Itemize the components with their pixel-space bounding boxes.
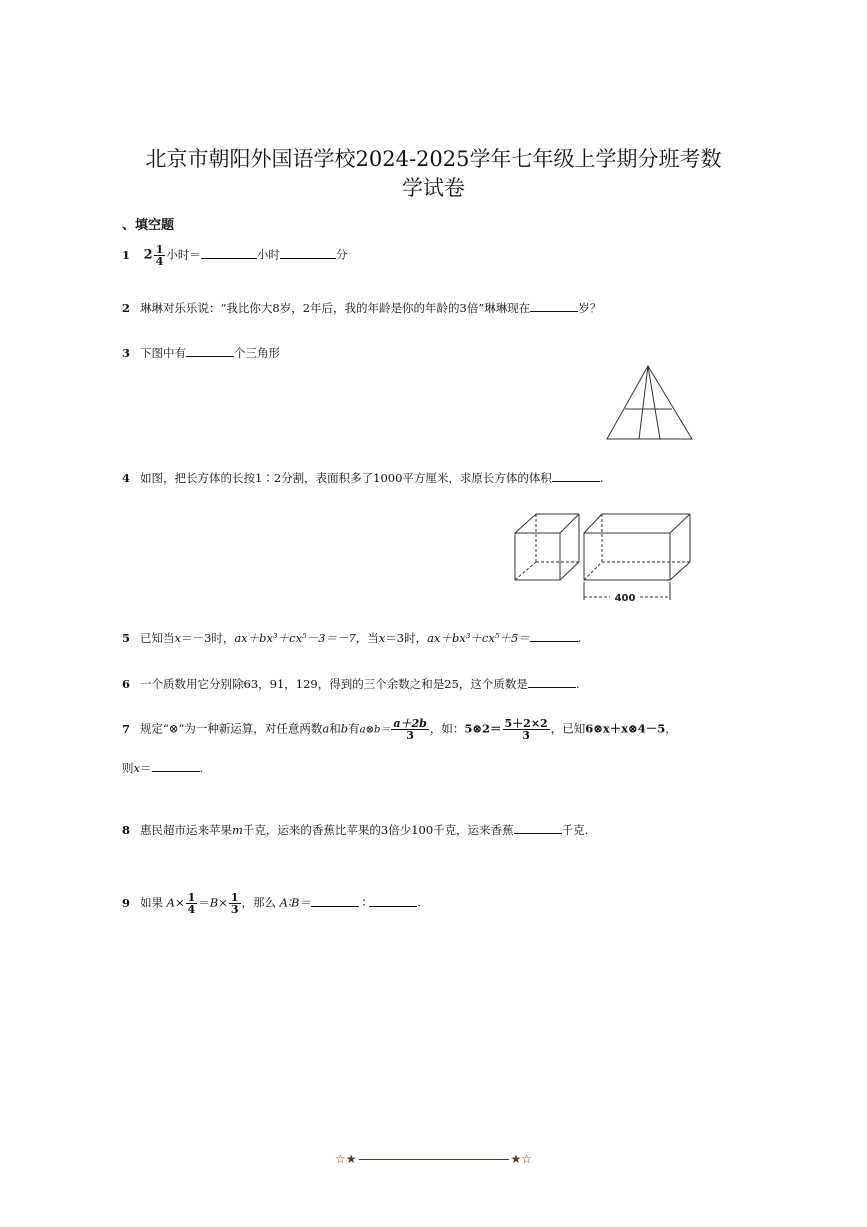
page-title-line2: 学试卷 [402, 176, 465, 200]
question-7: 7 规定“⊗”为一种新运算，对任意两数a和b有a⊗b＝ $\frac{a+2b}{3}$ ，如：5⊗2＝ $\frac{5+2\times 2}{3}$ ，已知6⊗x＋x⊗4－5， [122, 717, 677, 742]
answer-blank [514, 823, 562, 834]
answer-blank [311, 896, 359, 907]
triangle-figure [605, 364, 695, 442]
question-9: 9 如果 A× $\frac{1}{4}$ ＝B× $\frac{1}{3}$ ，那么 A∶B＝ ∶ . [122, 891, 421, 916]
fraction: $\frac{1}{4}$ [155, 243, 164, 268]
fraction: $\frac{5+2\times 2}{3}$ [504, 717, 548, 742]
question-number: 5 [122, 631, 131, 645]
question-8: 8 惠民超市运来苹果m千克，运来的香蕉比苹果的3倍少100千克，运来香蕉 千克. [122, 823, 589, 837]
footer-stars-right: ★☆ [510, 1152, 533, 1166]
question-4: 4 如图，把长方体的长按1∶2分割，表面积多了1000平方厘米，求原长方体的体积 . [122, 471, 604, 485]
question-number: 1 [122, 247, 131, 262]
question-number: 2 [122, 301, 131, 315]
answer-blank [369, 896, 417, 907]
question-number: 9 [122, 895, 131, 910]
page-title-line1: 北京市朝阳外国语学校2024-2025学年七年级上学期分班考数 [145, 147, 722, 171]
section-heading: 、填空题 [122, 218, 175, 233]
question-1: 1 2 $\frac{1}{4}$ 小时＝ 小时 分 [122, 243, 348, 268]
question-number: 6 [122, 677, 131, 691]
question-2: 2 琳琳对乐乐说：“我比你大8岁，2年后，我的年龄是你的年龄的3倍”琳琳现在 岁？ [122, 301, 602, 315]
footer-decoration [0, 1152, 867, 1166]
question-number: 7 [122, 721, 131, 736]
answer-blank [530, 301, 578, 312]
fraction: $\frac{1}{4}$ [187, 891, 196, 916]
answer-blank [528, 677, 576, 688]
mixed-number-whole: 2 [143, 247, 153, 263]
answer-blank [186, 346, 234, 357]
answer-blank [530, 631, 578, 642]
question-7-continued: 则x＝ . [122, 761, 204, 775]
answer-blank [152, 761, 200, 772]
answer-blank [552, 471, 600, 482]
footer-stars-left: ☆★ [334, 1152, 357, 1166]
answer-blank [201, 248, 257, 259]
answer-blank [280, 248, 336, 259]
fraction: $\frac{a+2b}{3}$ [393, 717, 427, 742]
question-number: 4 [122, 471, 131, 485]
question-number: 3 [122, 346, 131, 360]
question-6: 6 一个质数用它分别除63，91，129，得到的三个余数之和是25，这个质数是 . [122, 677, 580, 691]
question-3: 3 下图中有 个三角形 [122, 346, 280, 360]
footer-line [359, 1159, 509, 1160]
question-number: 8 [122, 823, 131, 837]
question-5: 5 已知当x＝－3时，ax＋bx³＋cx⁵－3＝－7，当x＝3时，ax＋bx³＋cx⁵＋5＝ . [122, 631, 582, 645]
cuboid-figure [512, 510, 696, 604]
dimension-label: 400 [614, 593, 636, 604]
fraction: $\frac{1}{3}$ [230, 891, 239, 916]
